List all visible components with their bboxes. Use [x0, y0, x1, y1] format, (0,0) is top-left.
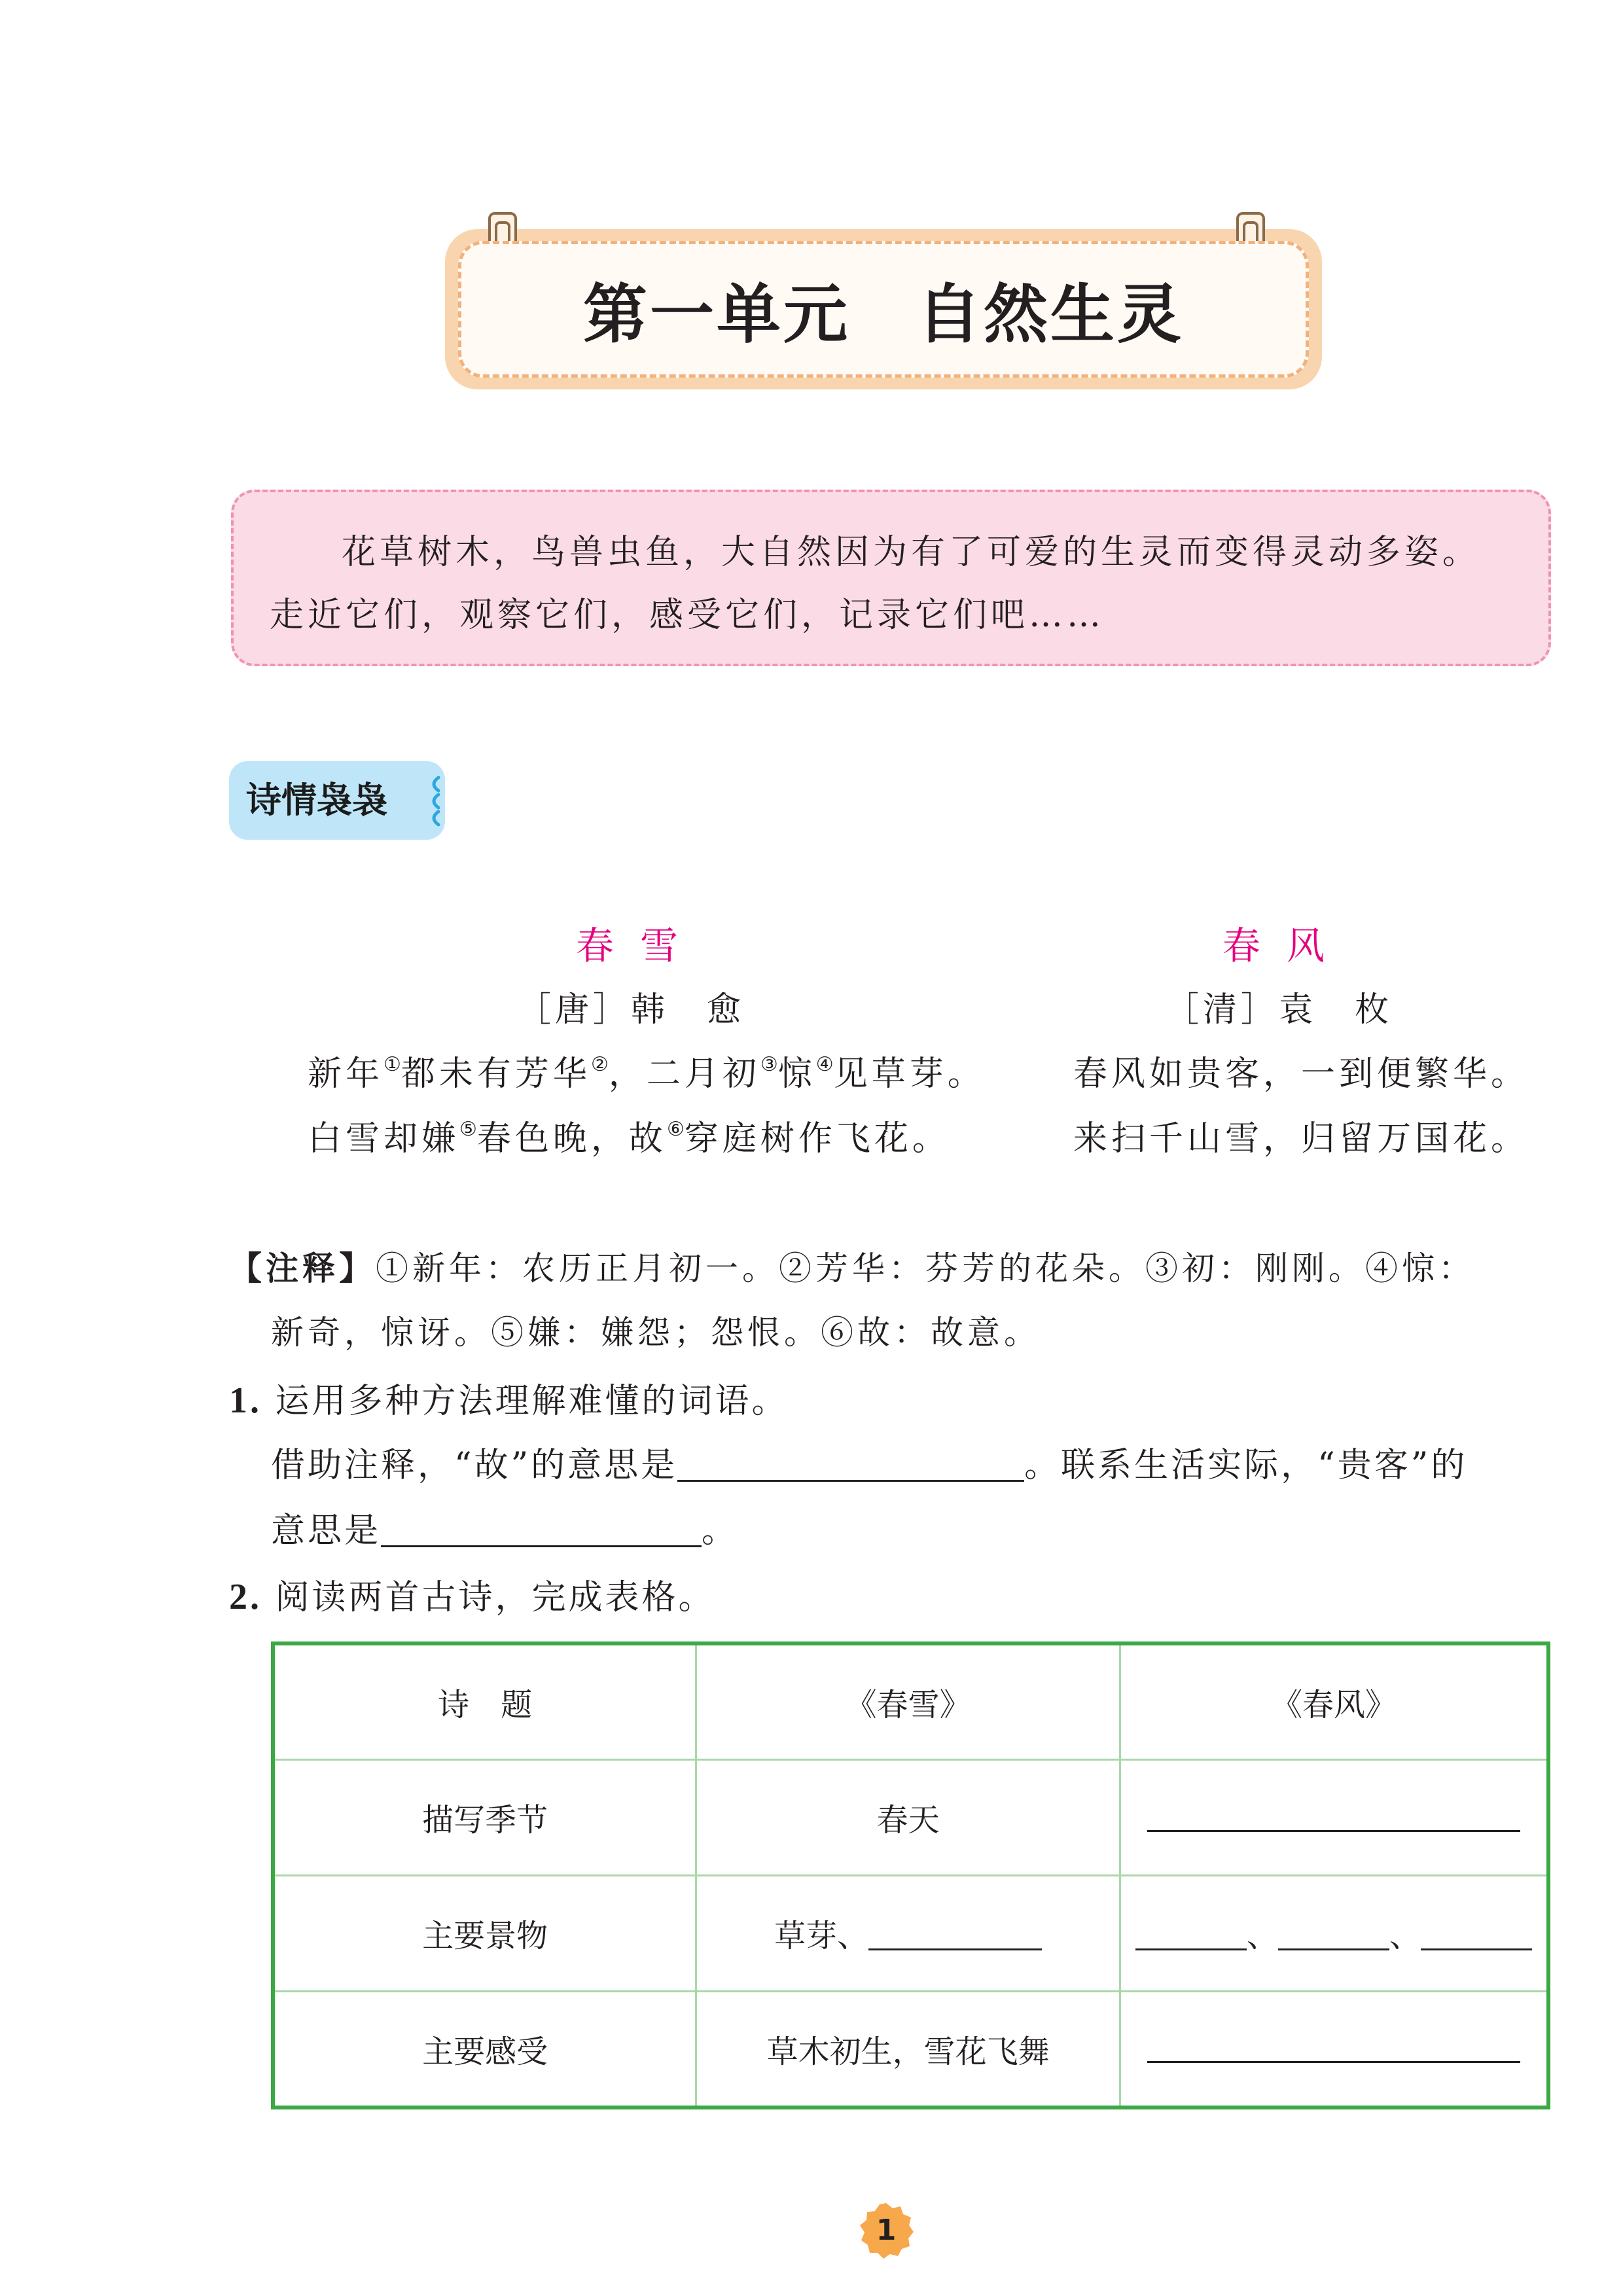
poem-comparison-table	[271, 1641, 1550, 2109]
table-row	[273, 1875, 1548, 1991]
answer-blank-guike[interactable]	[381, 1511, 702, 1547]
table-cell: 春天	[696, 1759, 1120, 1875]
question-1: 1. 运用多种方法理解难懂的词语。	[229, 1380, 789, 1421]
table-header-row	[273, 1643, 1548, 1759]
answer-blank-gu[interactable]	[677, 1446, 1024, 1482]
question-1-line-3: 意思是 。	[271, 1511, 739, 1551]
table-row	[273, 1991, 1548, 2108]
poem-author-chunfeng: ［清］袁 枚	[1165, 990, 1393, 1030]
table-cell: 草芽、	[696, 1875, 1120, 1991]
question-1-line-2: 借助注释，“故”的意思是 。联系生活实际，“贵客”的	[271, 1446, 1468, 1485]
intro-line-1: 花草树木，鸟兽虫鱼，大自然因为有了可爱的生灵而变得灵动多姿。	[342, 533, 1481, 572]
poem-line-chunfeng-1: 春风如贵客，一到便繁华。	[1073, 1054, 1529, 1094]
poem-title-chunxue: 春雪	[576, 924, 705, 968]
answer-blank-scene-chunxue[interactable]	[868, 1922, 1042, 1950]
intro-line-2: 走近它们，观察它们，感受它们，记录它们吧……	[270, 596, 1105, 635]
row-label: 主要景物	[273, 1875, 696, 1991]
intro-box	[231, 490, 1551, 666]
unit-title: 第一单元 自然生灵	[582, 278, 1184, 352]
answer-blank-scene-2[interactable]	[1278, 1922, 1389, 1950]
wave-decoration-icon	[419, 772, 445, 829]
notes-line-1: 【注释】①新年：农历正月初一。②芳华：芬芳的花朵。③初：刚刚。④惊：	[229, 1249, 1475, 1287]
table-header-cell: 《春雪》	[696, 1643, 1120, 1759]
answer-blank-scene-1[interactable]	[1135, 1922, 1247, 1950]
table-cell: 草木初生，雪花飞舞	[696, 1991, 1120, 2108]
answer-blank-feeling[interactable]	[1147, 2035, 1520, 2063]
poem-author-chunxue: ［唐］韩 愈	[517, 990, 745, 1030]
section-tag-label: 诗情袅袅	[246, 780, 387, 821]
answer-blank-season[interactable]	[1147, 1804, 1520, 1832]
row-label: 主要感受	[273, 1991, 696, 2108]
table-cell	[1120, 1759, 1548, 1875]
answer-blank-scene-3[interactable]	[1421, 1922, 1532, 1950]
table-cell: 、 、	[1120, 1875, 1548, 1991]
table-row	[273, 1759, 1548, 1875]
poem-line-chunxue-2: 白雪却嫌⑤春色晚，故⑥穿庭树作飞花。	[308, 1118, 950, 1158]
row-label: 描写季节	[273, 1759, 696, 1875]
page-number: 1	[876, 2214, 897, 2247]
title-card	[458, 241, 1309, 378]
poem-line-chunfeng-2: 来扫千山雪，归留万国花。	[1073, 1119, 1529, 1158]
question-2: 2. 阅读两首古诗，完成表格。	[229, 1577, 715, 1617]
table-header-cell: 《春风》	[1120, 1643, 1548, 1759]
poem-line-chunxue-1: 新年①都未有芳华②，二月初③惊④见草芽。	[308, 1053, 986, 1094]
table-header-cell: 诗 题	[273, 1643, 696, 1759]
poem-title-chunfeng: 春风	[1222, 924, 1351, 968]
table-cell	[1120, 1991, 1548, 2108]
notes-label: 【注释】	[229, 1249, 376, 1287]
notes-line-2: 新奇，惊讶。⑤嫌：嫌怨；怨恨。⑥故：故意。	[271, 1314, 1041, 1352]
